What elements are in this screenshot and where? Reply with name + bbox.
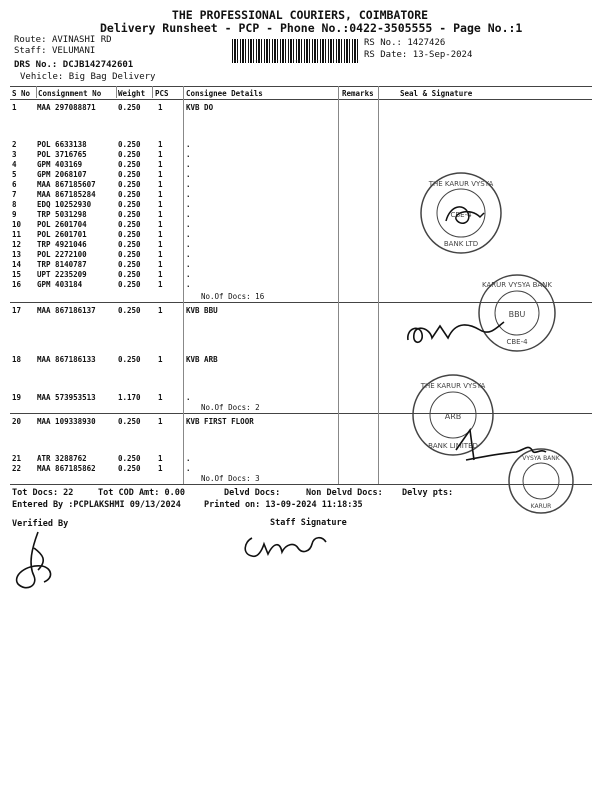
col-header-pcs: PCS [155,89,169,98]
cell-pcs: 1 [158,280,163,289]
svg-text:KARUR: KARUR [530,503,552,510]
col-divider [36,86,37,98]
cell-weight: 1.170 [118,393,141,402]
svg-text:BANK LTD: BANK LTD [443,240,479,248]
svg-text:KARUR VYSYA BANK: KARUR VYSYA BANK [481,281,553,289]
cell-weight: 0.250 [118,464,141,473]
vehicle-value: Big Bag Delivery [68,72,156,82]
vehicle-line [20,72,155,82]
rs-no-line [364,38,445,48]
table-header-rule [10,99,592,100]
cell-consignment: TRP 5031298 [37,210,87,219]
cell-sno: 13 [12,250,22,259]
cell-weight: 0.250 [118,190,141,199]
col-header-consignment: Consignment No [38,89,102,98]
cell-pcs: 1 [158,170,163,179]
cell-consignment: MAA 867186137 [37,306,96,315]
barcode [232,39,358,63]
runsheet-title: Delivery Runsheet - PCP - Phone No.:0422-3505555 - Page No.:1 [100,21,523,35]
cell-pcs: 1 [158,306,163,315]
cell-consignee: . [186,260,191,269]
cell-pcs: 1 [158,250,163,259]
cell-pcs: 1 [158,220,163,229]
cell-consignment: MAA 867185862 [37,464,96,473]
cell-consignment: TRP 4921046 [37,240,87,249]
staff-line [14,46,95,56]
cell-weight: 0.250 [118,306,141,315]
group-rule-2 [10,413,592,414]
cell-weight: 0.250 [118,250,141,259]
cell-sno: 15 [12,270,22,279]
route-value: AVINASHI RD [51,35,112,45]
cell-sno: 7 [12,190,17,199]
route-label: Route: [14,35,47,45]
doc-count-group-3: No.Of Docs: 3 [201,474,260,483]
cell-weight: 0.250 [118,260,141,269]
cell-sno: 12 [12,240,22,249]
cell-consignee: . [186,150,191,159]
drs-line [14,60,133,70]
cell-consignment: MAA 867185607 [37,180,96,189]
cell-weight: 0.250 [118,140,141,149]
vehicle-label: Vehicle: [20,72,64,82]
cell-weight: 0.250 [118,355,141,364]
cell-consignment: POL 2601701 [37,230,87,239]
cell-sno: 6 [12,180,17,189]
svg-text:BANK LIMITED: BANK LIMITED [428,442,478,450]
cell-consignee: . [186,160,191,169]
cell-pcs: 1 [158,200,163,209]
cell-sno: 20 [12,417,22,426]
cell-consignee: KVB BBU [186,306,218,315]
cell-consignment: POL 6633138 [37,140,87,149]
cell-consignment: POL 2272100 [37,250,87,259]
svg-text:BBU: BBU [508,310,526,319]
cell-sno: 18 [12,355,22,364]
cell-consignment: POL 3716765 [37,150,87,159]
cell-sno: 14 [12,260,22,269]
cell-sno: 11 [12,230,22,239]
svg-text:THE KARUR VYSYA: THE KARUR VYSYA [420,382,486,390]
cell-consignment: ATR 3288762 [37,454,87,463]
cell-consignee: KVB ARB [186,355,218,364]
cell-consignee: . [186,240,191,249]
svg-text:CBE-4: CBE-4 [506,338,528,346]
cell-consignee: . [186,280,191,289]
verified-by-signature [8,528,68,598]
col-header-remarks: Remarks [342,89,374,98]
cell-sno: 21 [12,454,22,463]
svg-text:THE KARUR VYSYA: THE KARUR VYSYA [428,180,494,188]
cell-weight: 0.250 [118,240,141,249]
cell-weight: 0.250 [118,150,141,159]
table-top-rule [10,86,592,87]
cell-weight: 0.250 [118,454,141,463]
col-divider [338,86,339,484]
cell-weight: 0.250 [118,200,141,209]
cell-sno: 4 [12,160,17,169]
cell-consignee: . [186,210,191,219]
cell-consignment: POL 2601704 [37,220,87,229]
company-name: THE PROFESSIONAL COURIERS, COIMBATORE [171,8,429,22]
svg-text:ARB: ARB [444,412,462,421]
cell-consignee: . [186,180,191,189]
cell-weight: 0.250 [118,270,141,279]
cell-consignment: MAA 297088871 [37,103,96,112]
svg-text:VYSYA BANK: VYSYA BANK [522,455,560,462]
rs-no-value: 1427426 [407,38,446,48]
cell-weight: 0.250 [118,210,141,219]
cell-sno: 2 [12,140,17,149]
cell-weight: 0.250 [118,170,141,179]
cell-weight: 0.250 [118,280,141,289]
rs-date-value: 13-Sep-2024 [412,50,473,60]
signature-row17 [400,300,510,360]
cell-pcs: 1 [158,417,163,426]
cell-pcs: 1 [158,180,163,189]
cell-weight: 0.250 [118,103,141,112]
delivery-points: Delvy pts: [402,488,454,498]
cell-consignee: . [186,464,191,473]
cell-sno: 22 [12,464,22,473]
table-bottom-rule [10,484,592,485]
cell-pcs: 1 [158,260,163,269]
cell-pcs: 1 [158,393,163,402]
doc-count-group-1: No.Of Docs: 16 [201,292,265,301]
cell-pcs: 1 [158,230,163,239]
cell-consignee: . [186,393,191,402]
total-cod-amount: Tot COD Amt: 0.00 [98,488,185,498]
cell-consignment: MAA 867185284 [37,190,96,199]
svg-text:CBE-4: CBE-4 [450,211,472,219]
col-header-sno: S No [12,89,31,98]
staff-signature-label: Staff Signature [270,518,347,528]
cell-sno: 16 [12,280,22,289]
cell-consignment: UPT 2235209 [37,270,87,279]
cell-sno: 10 [12,220,22,229]
cell-pcs: 1 [158,160,163,169]
cell-pcs: 1 [158,150,163,159]
cell-weight: 0.250 [118,220,141,229]
cell-consignment: TRP 8140787 [37,260,87,269]
cell-consignee: . [186,220,191,229]
cell-sno: 3 [12,150,17,159]
signature-row1 [440,195,490,235]
cell-pcs: 1 [158,454,163,463]
rs-date-line [364,50,472,60]
cell-weight: 0.250 [118,160,141,169]
cell-sno: 5 [12,170,17,179]
cell-weight: 0.250 [118,417,141,426]
cell-consignee: . [186,270,191,279]
cell-consignee: . [186,200,191,209]
cell-consignee: . [186,250,191,259]
col-divider [378,86,379,484]
cell-weight: 0.250 [118,180,141,189]
cell-weight: 0.250 [118,230,141,239]
cell-consignee: . [186,170,191,179]
cell-pcs: 1 [158,190,163,199]
drs-value: DCJB142742601 [62,60,134,70]
staff-label: Staff: [14,46,47,56]
cell-pcs: 1 [158,240,163,249]
cell-consignee: . [186,140,191,149]
cell-pcs: 1 [158,210,163,219]
col-header-consignee: Consignee Details [186,89,263,98]
cell-sno: 8 [12,200,17,209]
cell-consignment: EDQ 10252930 [37,200,92,209]
non-delivered-docs: Non Delvd Docs: [306,488,383,498]
cell-consignee: . [186,190,191,199]
rs-date-label: RS Date: [364,50,408,60]
col-divider [116,86,117,98]
cell-consignee: . [186,454,191,463]
doc-count-group-2: No.Of Docs: 2 [201,403,260,412]
route-line [14,35,112,45]
staff-signature [238,528,334,564]
cell-consignment: GPM 403169 [37,160,83,169]
cell-consignment: MAA 867186133 [37,355,96,364]
staff-value: VELUMANI [51,46,96,56]
cell-pcs: 1 [158,103,163,112]
cell-sno: 19 [12,393,22,402]
entered-by: Entered By :PCPLAKSHMI 09/13/2024 [12,500,181,510]
printed-on: Printed on: 13-09-2024 11:18:35 [204,500,363,510]
cell-sno: 9 [12,210,17,219]
cell-consignment: MAA 109338930 [37,417,96,426]
cell-consignment: GPM 2068107 [37,170,87,179]
signature-row20 [436,420,556,470]
cell-sno: 17 [12,306,22,315]
drs-label: DRS No.: [14,60,58,70]
cell-consignee: KVB FIRST FLOOR [186,417,254,426]
verified-by-label: Verified By [12,519,69,529]
rs-no-label: RS No.: [364,38,402,48]
cell-consignee: KVB DO [186,103,214,112]
cell-consignee: . [186,230,191,239]
col-divider [152,86,153,98]
cell-pcs: 1 [158,464,163,473]
total-docs: Tot Docs: 22 [12,488,74,498]
col-divider [183,86,184,484]
cell-pcs: 1 [158,270,163,279]
cell-consignment: MAA 573953513 [37,393,96,402]
col-header-seal: Seal & Signature [400,89,473,98]
cell-pcs: 1 [158,355,163,364]
cell-pcs: 1 [158,140,163,149]
cell-sno: 1 [12,103,17,112]
delivered-docs: Delvd Docs: [224,488,281,498]
cell-consignment: GPM 403184 [37,280,83,289]
col-header-weight: Weight [118,89,146,98]
